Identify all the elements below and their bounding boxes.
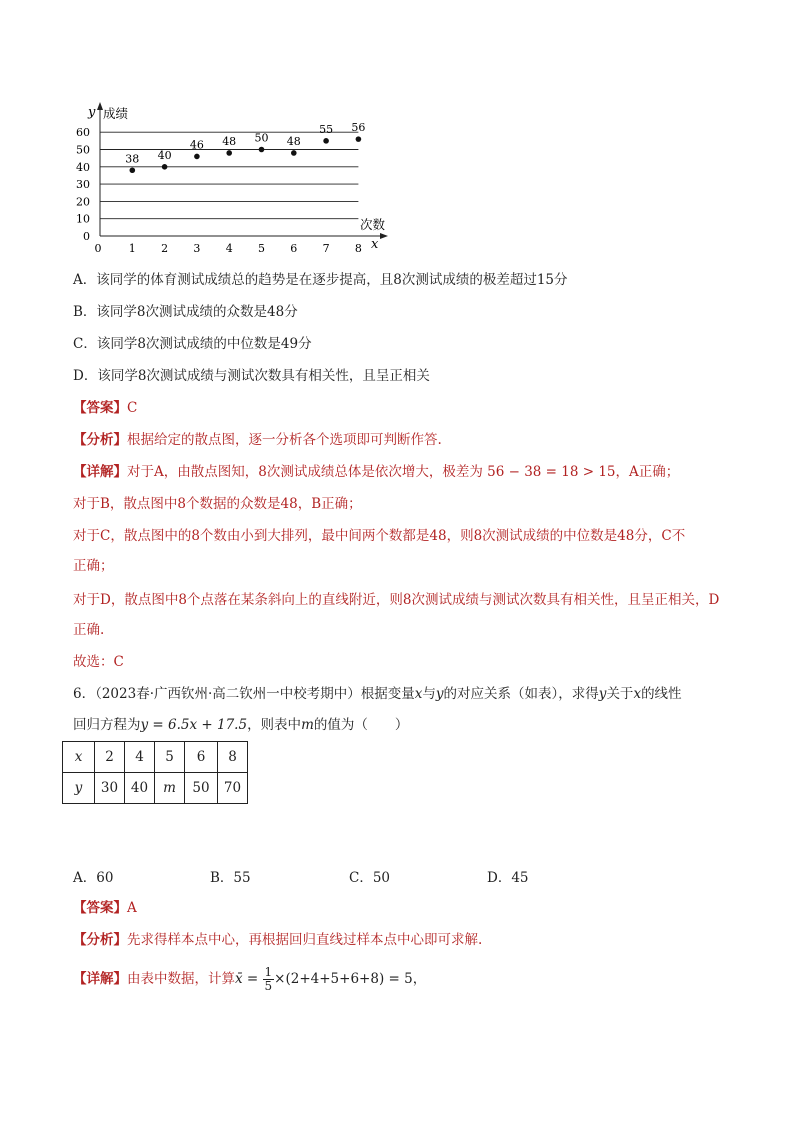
table-row: [63, 742, 248, 773]
analysis-text: 先求得样本点中心，再根据回归直线过样本点中心即可求解.: [127, 932, 483, 948]
x-tick-label: 7: [322, 242, 330, 255]
answer-value: A: [127, 900, 137, 916]
data-label: 38: [125, 152, 140, 166]
stem-text: 6．（2023春·广西钦州·高二钦州一中校考期中）根据变量: [73, 686, 415, 702]
y-axis-label: 成绩: [103, 106, 129, 121]
table-cell: 50: [185, 773, 218, 804]
data-point: [323, 138, 329, 144]
q5-detail-1: [73, 462, 679, 482]
data-label: 56: [351, 121, 366, 135]
table-cell: 6: [185, 742, 218, 773]
table-cell: 40: [125, 773, 155, 804]
x-bar: x̄: [235, 971, 243, 987]
answer-tag: 【答案】: [73, 900, 127, 916]
var-y: y: [435, 686, 444, 702]
y-tick-label: 10: [76, 212, 90, 226]
data-label: 50: [254, 131, 269, 145]
y-tick-label: 20: [76, 195, 90, 209]
xy-table: [62, 741, 248, 804]
table-cell: m: [155, 773, 185, 804]
var-x: x: [633, 686, 642, 702]
analysis-tag: 【分析】: [73, 932, 127, 948]
stem-text: 关于: [606, 686, 634, 702]
q6-option-d: D．45: [487, 870, 529, 886]
q5-detail-4: 对于D，散点图中8个点落在某条斜向上的直线附近，则8次测试成绩与测试次数具有相关性，且呈正相关，D: [73, 592, 720, 608]
analysis-tag: 【分析】: [73, 432, 127, 448]
answer-value: C: [127, 400, 138, 416]
var-y: y: [598, 686, 607, 702]
q5-option-d: D．该同学8次测试成绩与测试次数具有相关性，且呈正相关: [73, 368, 430, 384]
y-tick-labels: [76, 126, 90, 243]
table-cell: y: [63, 773, 95, 804]
y-tick-label: 60: [76, 126, 90, 140]
data-label: 48: [222, 134, 237, 148]
x-axis-var: x: [371, 237, 379, 252]
stem-text: 与: [422, 686, 436, 702]
data-point: [259, 147, 265, 153]
data-point: [130, 167, 136, 173]
data-point: [226, 150, 232, 156]
q5-answer: [73, 398, 137, 418]
regression-equation: y = 6.5x + 17.5: [140, 717, 248, 733]
table-row: [63, 773, 248, 804]
q5-option-c: C．该同学8次测试成绩的中位数是49分: [73, 336, 312, 352]
data-point: [291, 150, 297, 156]
q6-stem-line2: [73, 715, 408, 735]
table-cell: 4: [125, 742, 155, 773]
answer-tag: 【答案】: [73, 400, 127, 416]
axes: [87, 102, 388, 252]
data-point: [356, 136, 362, 142]
table-cell: 2: [95, 742, 125, 773]
x-tick-label: 2: [161, 242, 169, 255]
table-cell: 5: [155, 742, 185, 773]
fraction-denominator: 5: [264, 979, 273, 993]
q6-detail: 【详解】由表中数据，计算x̄ = $\frac{1}{5}$ ×(2+4+5+6+8) = 5，: [73, 965, 427, 993]
q6-stem-line1: [73, 684, 682, 704]
detail-tag: 【详解】: [73, 971, 127, 987]
scatter-chart: [72, 96, 392, 256]
q5-analysis: [73, 430, 442, 450]
x-tick-label: 1: [128, 242, 136, 255]
data-label: 55: [319, 122, 334, 136]
q5-detail-2: 对于B，散点图中8个数据的众数是48，B正确；: [73, 496, 362, 512]
q5-detail-3: 对于C，散点图中的8个数由小到大排列，最中间两个数都是48，则8次测试成绩的中位数是48分，C不: [73, 528, 686, 544]
x-tick-label: 0: [94, 242, 102, 255]
q6-answer: [73, 898, 137, 918]
analysis-text: 根据给定的散点图，逐一分析各个选项即可判断作答.: [127, 432, 442, 448]
x-tick-label: 5: [258, 242, 265, 255]
y-axis-var: y: [88, 105, 96, 120]
x-tick-label: 8: [354, 242, 362, 255]
table-cell: 70: [218, 773, 248, 804]
data-label: 40: [157, 148, 172, 162]
stem-text: 回归方程为: [73, 717, 141, 733]
detail-text: 由表中数据，计算: [127, 971, 235, 987]
data-point-labels: [125, 121, 365, 165]
q5-detail-3b: 正确；: [73, 558, 114, 574]
fraction-numerator: 1: [264, 965, 273, 979]
x-tick-labels: [95, 242, 362, 255]
y-tick-label: 50: [76, 143, 90, 157]
var-m: m: [301, 717, 314, 733]
stem-text: 的对应关系（如表），求得: [443, 686, 599, 702]
x-tick-label: 6: [290, 242, 298, 255]
x-tick-label: 3: [193, 242, 201, 255]
fraction: [263, 966, 275, 993]
q5-choice: 故选：C: [73, 654, 124, 670]
x-tick-label: 4: [225, 242, 233, 255]
q6-option-b: B．55: [210, 870, 251, 886]
table-cell: 30: [95, 773, 125, 804]
stem-text: ，则表中: [247, 717, 302, 733]
y-tick-label: 0: [83, 230, 90, 243]
y-tick-label: 30: [76, 178, 90, 192]
q5-option-a: A．该同学的体育测试成绩总的趋势是在逐步提高，且8次测试成绩的极差超过15分: [73, 272, 568, 288]
q6-option-c: C．50: [349, 870, 391, 886]
data-point: [194, 154, 200, 160]
detail-expression: ×(2+4+5+6+8) = 5，: [274, 971, 427, 987]
detail-tag: 【详解】: [73, 464, 127, 480]
stem-text: 的值为（ ）: [313, 717, 409, 733]
stem-text: 的线性: [641, 686, 682, 702]
data-label: 46: [189, 138, 204, 152]
x-axis-label: 次数: [360, 217, 386, 232]
q6-option-a: A．60: [73, 870, 114, 886]
y-tick-label: 40: [76, 160, 90, 174]
table-cell: 8: [218, 742, 248, 773]
q6-analysis: [73, 930, 482, 950]
q5-detail-4b: 正确.: [73, 622, 105, 638]
data-point: [162, 164, 168, 170]
x-axis-arrow: [380, 233, 388, 239]
q5-option-b: B．该同学8次测试成绩的众数是48分: [73, 304, 298, 320]
var-x: x: [414, 686, 423, 702]
detail-text: 对于A，由散点图知，8次测试成绩总体是依次增大，极差为 56 − 38 = 18 > 15，A正确；: [127, 464, 680, 480]
data-label: 48: [286, 134, 301, 148]
table-cell: x: [63, 742, 95, 773]
